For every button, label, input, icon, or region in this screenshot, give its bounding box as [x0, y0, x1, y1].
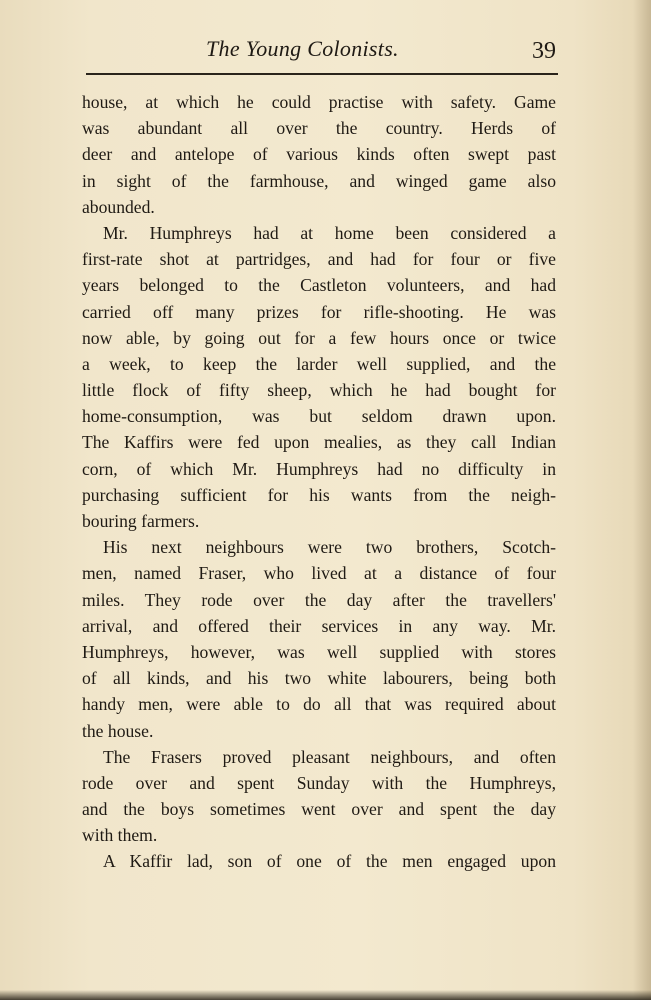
- text-line: arrival, and offered their services in any way. Mr.: [82, 615, 556, 636]
- text-line: men, named Fraser, who lived at a distance of four: [82, 563, 556, 584]
- text-line: miles. They rode over the day after the travellers': [82, 589, 556, 610]
- text-line: home-consumption, was but seldom drawn upon.: [82, 406, 556, 427]
- text-line: corn, of which Mr. Humphreys had no difficulty in: [82, 458, 556, 479]
- text-line: deer and antelope of various kinds often swept past: [82, 144, 556, 165]
- text-line: Mr. Humphreys had at home been considered a: [103, 222, 556, 243]
- text-line: was abundant all over the country. Herds of: [82, 118, 556, 139]
- text-line: years belonged to the Castleton volunteers, and had: [82, 275, 556, 296]
- text-line: rode over and spent Sunday with the Humphreys,: [82, 772, 556, 793]
- text-line: His next neighbours were two brothers, Scotch-: [103, 537, 556, 558]
- text-line: now able, by going out for a few hours once or twice: [82, 327, 556, 348]
- text-line: with them.: [82, 825, 158, 846]
- text-line: of all kinds, and his two white labourers, being both: [82, 668, 556, 689]
- page-bottom-edge: [0, 990, 651, 1000]
- text-line: first-rate shot at partridges, and had for four or five: [82, 249, 556, 270]
- text-line: Humphreys, however, was well supplied with stores: [82, 641, 556, 662]
- text-line: The Kaffirs were fed upon mealies, as they call Indian: [82, 432, 556, 453]
- text-line: a week, to keep the larder well supplied, and the: [82, 353, 556, 374]
- page-header: [0, 34, 651, 68]
- header-rule: [86, 73, 558, 75]
- text-line: little flock of fifty sheep, which he had bought for: [82, 380, 556, 401]
- text-line: purchasing sufficient for his wants from the neigh-: [82, 484, 556, 505]
- running-title: The Young Colonists.: [206, 36, 399, 61]
- text-line: abounded.: [82, 196, 155, 217]
- page-edge-shadow: [633, 0, 651, 1000]
- text-line: The Frasers proved pleasant neighbours, and often: [103, 746, 556, 767]
- text-line: and the boys sometimes went over and spent the day: [82, 799, 556, 820]
- text-line: the house.: [82, 720, 154, 741]
- text-line: in sight of the farmhouse, and winged game also: [82, 170, 556, 191]
- text-line: handy men, were able to do all that was required about: [82, 694, 556, 715]
- text-line: carried off many prizes for rifle-shooting. He was: [82, 301, 556, 322]
- text-line: house, at which he could practise with safety. Game: [82, 92, 556, 112]
- body-text: [82, 89, 556, 875]
- text-line: bouring farmers.: [82, 511, 200, 531]
- page-number: 39: [532, 38, 556, 64]
- text-line: A Kaffir lad, son of one of the men engaged upon: [103, 851, 556, 872]
